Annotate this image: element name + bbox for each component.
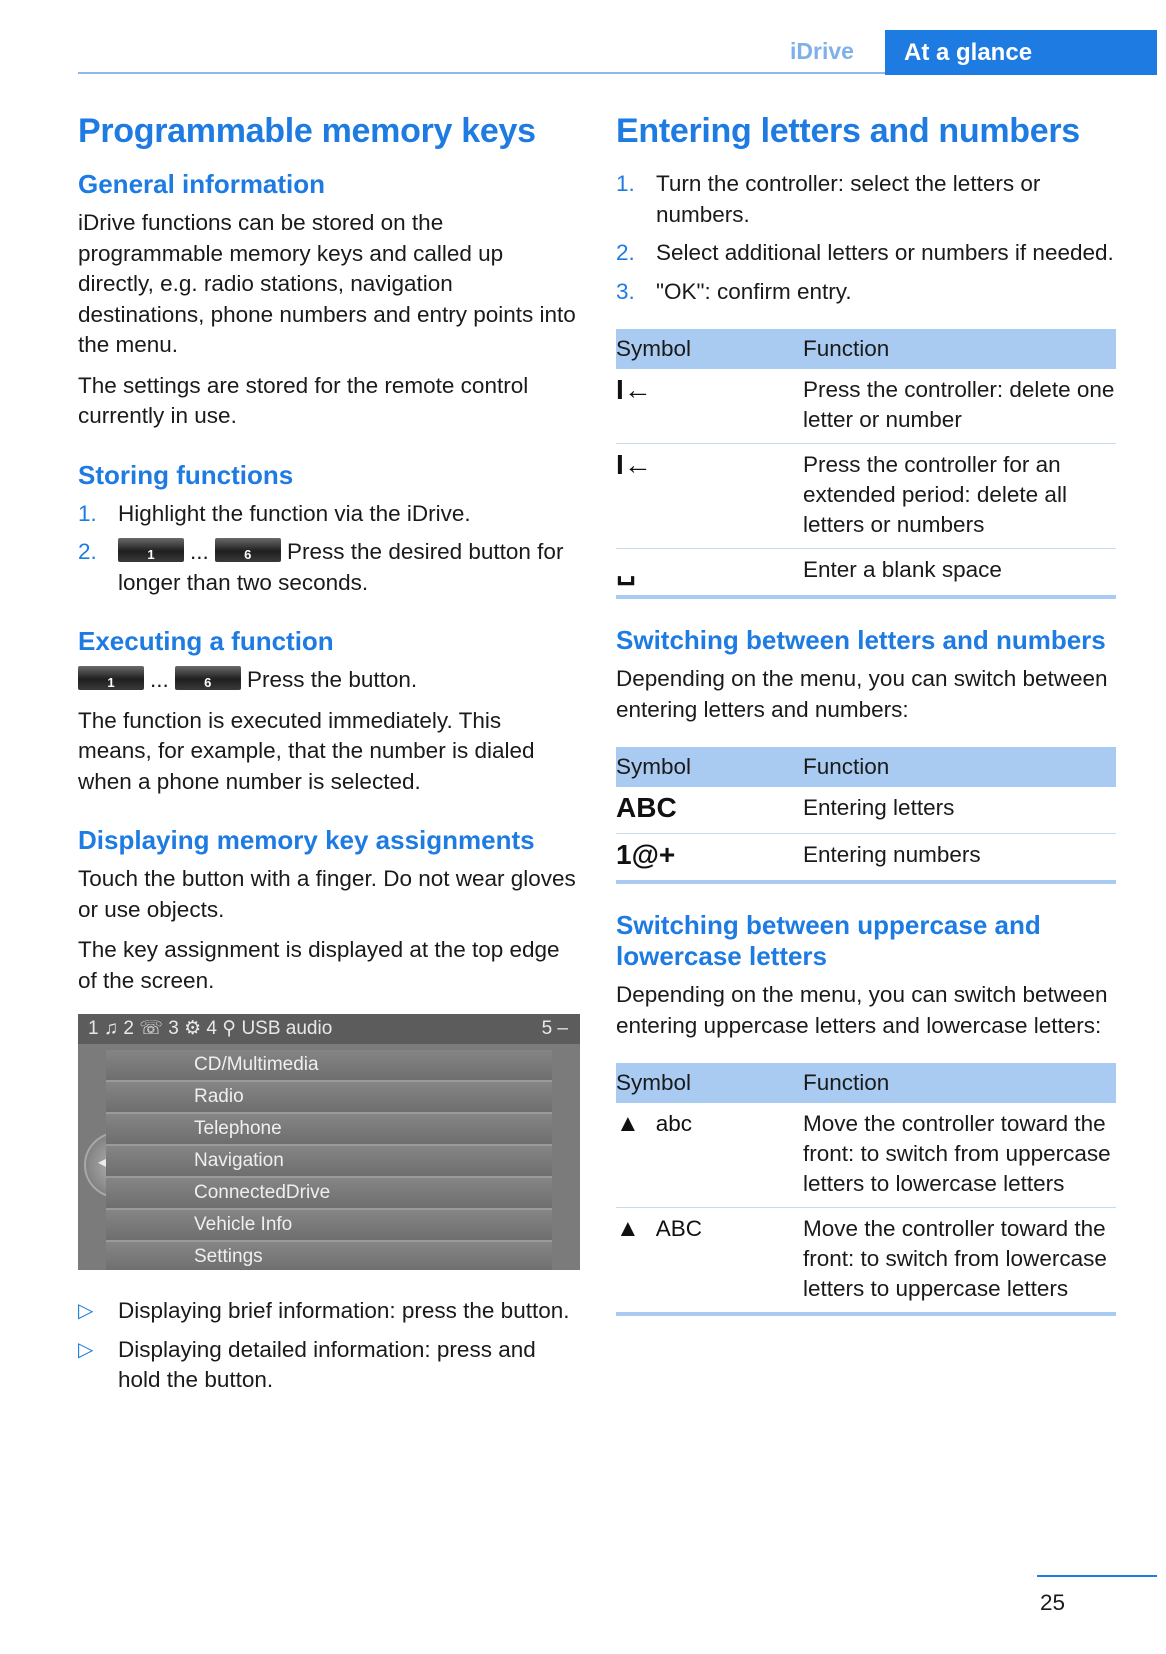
switch2-paragraph: Depending on the menu, you can switch between entering uppercase letters and lowercase letters: xyxy=(616,982,1108,1038)
executing-paragraph: The function is executed immediately. This means, for example, that the number is dialed when a phone number is selected. xyxy=(78,707,535,794)
screen-menu-item: Settings xyxy=(106,1242,552,1270)
col-header-symbol: Symbol xyxy=(616,329,803,369)
table-row xyxy=(616,369,1116,444)
screen-bar-right: 5 – xyxy=(541,1018,568,1039)
arrow-up-icon: ▲ xyxy=(616,1215,640,1242)
ellipsis: ... xyxy=(150,667,169,692)
delete-all-icon: I← xyxy=(616,449,652,480)
symbol-table-editing xyxy=(616,329,1116,599)
screen-menu-item: CD/Multimedia xyxy=(106,1050,552,1082)
storing-steps xyxy=(78,499,580,599)
step-text: Turn the controller: select the letters or numbers. xyxy=(656,171,1041,227)
bullet-text: Displaying brief information: press the button. xyxy=(118,1298,570,1323)
step-number: 3. xyxy=(616,278,635,304)
left-column xyxy=(78,112,580,1404)
page-title-entering: Entering letters and numbers xyxy=(616,112,1080,150)
memory-key-6-icon: 6 xyxy=(175,666,241,690)
executing-line-text: Press the button. xyxy=(247,667,418,692)
heading-switch-case: Switching between uppercase and lowercase letters xyxy=(616,910,1041,971)
entering-steps xyxy=(616,169,1116,307)
screen-menu-item: Radio xyxy=(106,1082,552,1114)
header-section: iDrive xyxy=(790,38,854,64)
function-cell: Entering numbers xyxy=(803,834,1116,883)
screen-bar-text: 1 ♫ 2 ☏ 3 ⚙ 4 ⚲ USB audio xyxy=(88,1018,333,1039)
table-row xyxy=(616,549,1116,598)
page-number-rule xyxy=(1037,1575,1157,1577)
idrive-screen-image xyxy=(78,1014,580,1270)
bullet-triangle-icon: ▷ xyxy=(78,1338,94,1361)
table-row xyxy=(616,1103,1116,1208)
screen-menu-item: Telephone xyxy=(106,1114,552,1146)
delete-letter-icon: I← xyxy=(616,374,652,405)
function-cell: Entering letters xyxy=(803,795,955,820)
screen-menu xyxy=(106,1050,552,1270)
symbol-table-letters-numbers xyxy=(616,747,1116,884)
entering-step xyxy=(616,277,1116,308)
page-number: 25 xyxy=(1040,1590,1066,1615)
screen-menu-item: ConnectedDrive xyxy=(106,1178,552,1210)
function-cell: Move the controller toward the front: to switch from lowercase letters to uppercase letters xyxy=(803,1208,1116,1315)
header-tab: At a glance xyxy=(885,30,1157,75)
heading-general-information: General information xyxy=(78,169,326,199)
screen-memory-key-bar xyxy=(78,1014,580,1044)
uppercase-symbol: ABC xyxy=(655,1216,703,1241)
step-number: 1. xyxy=(616,171,635,196)
col-header-function: Function xyxy=(803,329,1116,369)
memory-key-6-icon: 6 xyxy=(215,538,281,562)
step-text: Highlight the function via the iDrive. xyxy=(118,500,471,526)
memory-key-1-icon: 1 xyxy=(118,538,184,562)
heading-switch-letters-numbers: Switching between letters and numbers xyxy=(616,625,1106,655)
arrow-up-icon: ▲ xyxy=(616,1110,640,1137)
screen-menu-item: Navigation xyxy=(106,1146,552,1178)
step-number: 2. xyxy=(616,240,635,265)
memory-key-1-icon: 1 xyxy=(78,666,144,690)
heading-executing-function: Executing a function xyxy=(78,626,334,656)
displaying-paragraph-2: The key assignment is displayed at the top edge of the screen. xyxy=(78,937,560,993)
col-header-function: Function xyxy=(803,747,1116,787)
display-bullets xyxy=(78,1296,580,1396)
table-row xyxy=(616,787,1116,834)
letters-mode-icon: ABC xyxy=(616,792,677,823)
bullet-triangle-icon: ▷ xyxy=(78,1300,94,1322)
heading-displaying-assignments: Displaying memory key assignments xyxy=(78,825,535,855)
col-header-symbol: Symbol xyxy=(616,1063,803,1103)
lowercase-symbol: abc xyxy=(655,1111,693,1136)
header-rule xyxy=(78,72,888,74)
table-row xyxy=(616,1208,1116,1315)
blank-space-icon: ␣ xyxy=(616,554,637,585)
entering-step xyxy=(616,238,1116,269)
section-executing xyxy=(78,626,580,797)
executing-line xyxy=(78,665,580,696)
storing-step-2 xyxy=(78,537,580,598)
step-number: 1. xyxy=(78,500,97,526)
right-column xyxy=(616,112,1116,1342)
switch1-paragraph: Depending on the menu, you can switch between entering letters and numbers: xyxy=(616,666,1108,722)
step-number: 2. xyxy=(78,539,97,564)
page-title-memory-keys: Programmable memory keys xyxy=(78,112,536,150)
function-cell: Press the controller for an extended period: delete all letters or numbers xyxy=(803,444,1116,549)
numbers-mode-icon: 1@+ xyxy=(616,839,676,870)
general-paragraph-2: The settings are stored for the remote control currently in use. xyxy=(78,372,529,428)
screen-menu-item: Vehicle Info xyxy=(106,1210,552,1242)
entering-step xyxy=(616,169,1116,230)
bullet-text: Displaying detailed information: press and hold the button. xyxy=(118,1336,536,1392)
displaying-paragraph-1: Touch the button with a finger. Do not wear gloves or use objects. xyxy=(78,866,576,922)
table-row xyxy=(616,834,1116,883)
section-displaying xyxy=(78,825,580,996)
general-paragraph-1: iDrive functions can be stored on the programmable memory keys and called up directly, e.g. radio stations, navigation destinations, phone numbers and entry points into the menu. xyxy=(78,210,576,357)
symbol-table-case xyxy=(616,1063,1116,1316)
step-text: Press the desired button for longer than two seconds. xyxy=(118,539,564,595)
step-text: Select additional letters or numbers if needed. xyxy=(656,240,1114,265)
bullet-item xyxy=(78,1296,580,1327)
col-header-symbol: Symbol xyxy=(616,747,803,787)
table-row xyxy=(616,444,1116,549)
bullet-item xyxy=(78,1335,580,1396)
function-cell: Enter a blank space xyxy=(803,549,1116,598)
col-header-function: Function xyxy=(803,1063,1116,1103)
function-cell: Move the controller toward the front: to switch from uppercase letters to lowercase letters xyxy=(803,1111,1111,1196)
step-text: "OK": confirm entry. xyxy=(656,278,852,304)
ellipsis: ... xyxy=(190,539,209,564)
function-cell: Press the controller: delete one letter or number xyxy=(803,377,1115,432)
storing-step-1 xyxy=(78,499,580,530)
heading-storing-functions: Storing functions xyxy=(78,459,294,490)
section-storing xyxy=(78,460,580,599)
